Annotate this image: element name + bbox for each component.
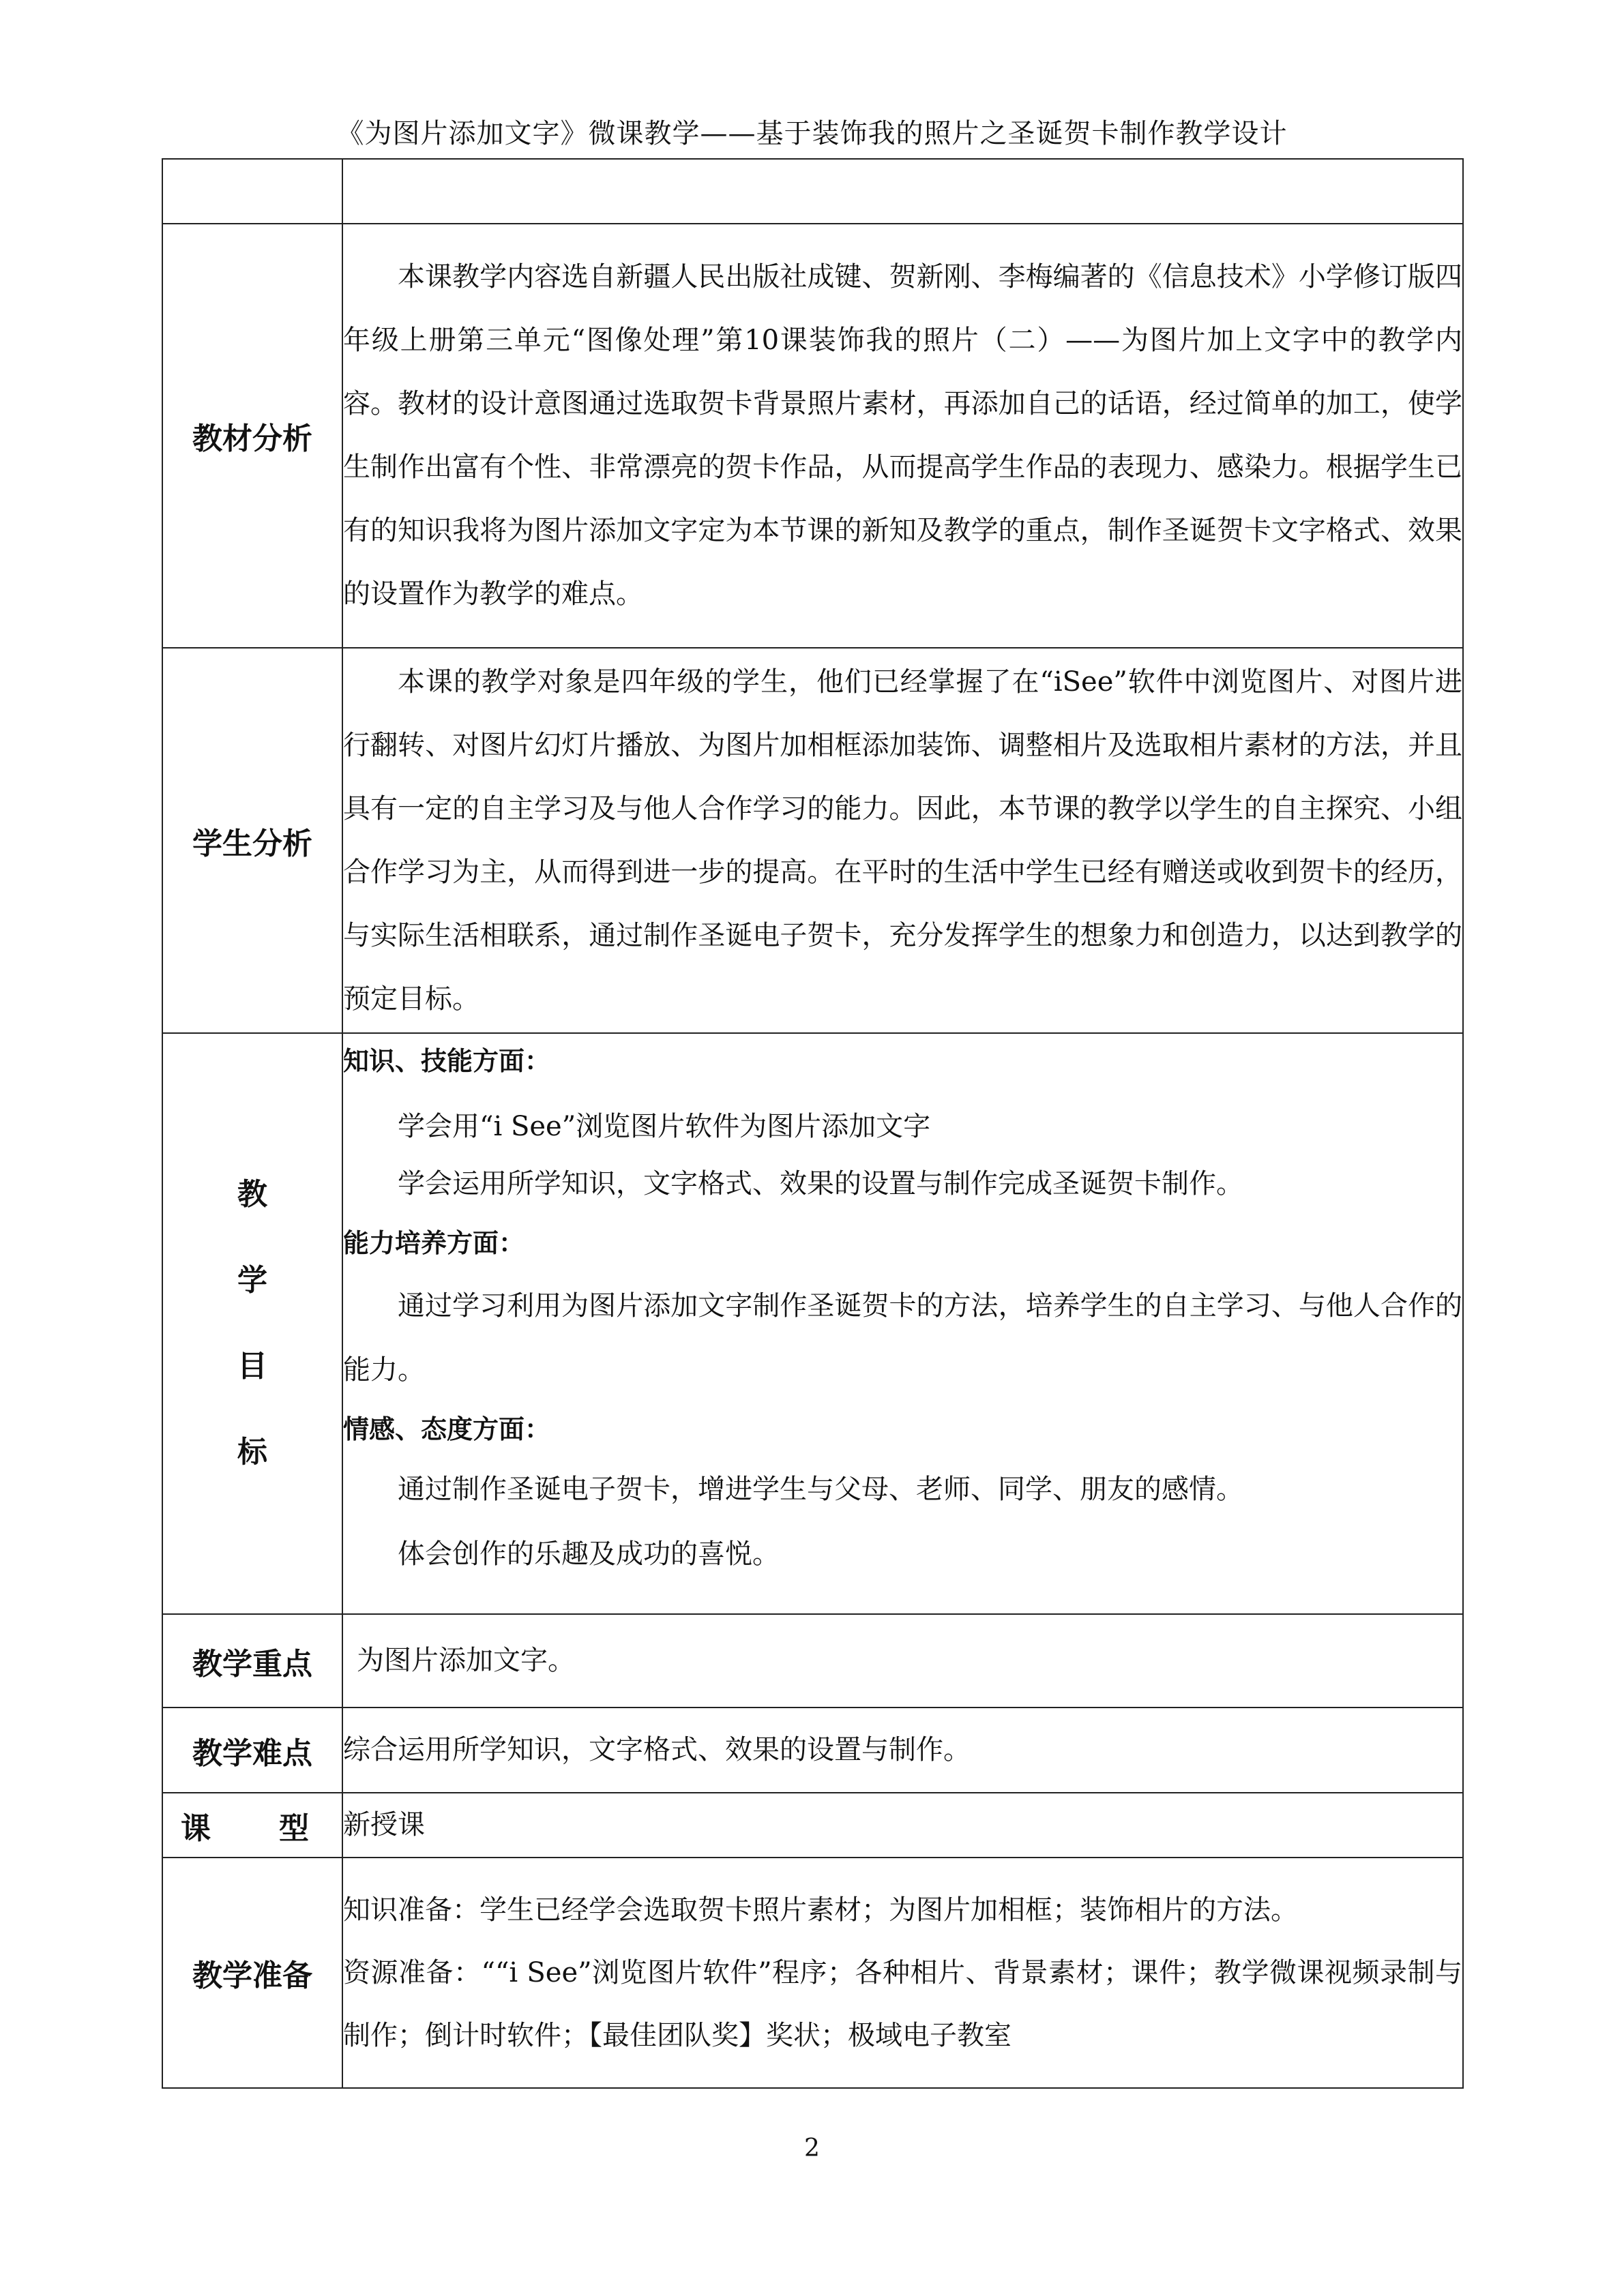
empty-content-cell xyxy=(342,159,1463,224)
emotion-line-2: 体会创作的乐趣及成功的喜悦。 xyxy=(398,1538,780,1570)
table-row-empty xyxy=(162,159,1463,224)
teaching-goals-label xyxy=(162,1033,342,1614)
student-analysis-content xyxy=(342,648,1463,1033)
resource-preparation-text: 资源准备：““i See”浏览图片软件”程序；各种相片、背景素材；课件；教学微课视频录制与制作；倒计时软件；【最佳团队奖】奖状；极域电子教室 xyxy=(343,1957,1462,2051)
lesson-type-label-char: 型 xyxy=(279,1810,309,1846)
page-number: 2 xyxy=(804,2134,820,2162)
ability-text: 通过学习利用为图片添加文字制作圣诞贺卡的方法，培养学生的自主学习、与他人合作的能力。 xyxy=(343,1290,1462,1386)
lesson-type-label-char: 课 xyxy=(181,1810,211,1846)
preparation-label: 教学准备 xyxy=(162,1858,342,2088)
knowledge-line-1: 学会用“i See”浏览图片软件为图片添加文字 xyxy=(398,1111,931,1142)
material-analysis-text: 本课教学内容选自新疆人民出版社成键、贺新刚、李梅编著的《信息技术》小学修订版四年级上册第三单元“图像处理”第10课装饰我的照片（二）——为图片加上文字中的教学内容。教材的设计意图通过选取贺卡背景照片素材，再添加自己的话语，经过简单的加工，使学生制作出富有个性、非常漂亮的贺卡作品，从而提高学生作品的表现力、感染力。根据学生已有的知识我将为图片添加文字定为本节课的新知及教学的重点，制作圣诞贺卡文字格式、效果的设置作为教学的难点。 xyxy=(343,261,1462,610)
lesson-type-label-spread xyxy=(163,1804,342,1847)
key-point-text: 为图片添加文字。 xyxy=(357,1645,575,1676)
teaching-goals-label-stack xyxy=(163,1169,342,1478)
emotion-heading: 情感、态度方面： xyxy=(343,1414,551,1444)
document-title: 《为图片添加文字》微课教学——基于装饰我的照片之圣诞贺卡制作教学设计 xyxy=(336,118,1288,149)
table-row-material-analysis xyxy=(162,224,1463,648)
lesson-type-content xyxy=(342,1793,1463,1858)
lesson-type-label xyxy=(162,1793,342,1858)
ability-heading: 能力培养方面： xyxy=(343,1228,525,1258)
student-analysis-text: 本课的教学对象是四年级的学生，他们已经掌握了在“iSee”软件中浏览图片、对图片进行翻转、对图片幻灯片播放、为图片加相框添加装饰、调整相片及选取相片素材的方法，并且具有一定的自主学习及与他人合作学习的能力。因此，本节课的教学以学生的自主探究、小组合作学习为主，从而得到进一步的提高。在平时的生活中学生已经有赠送或收到贺卡的经历，与实际生活相联系，通过制作圣诞电子贺卡，充分发挥学生的想象力和创造力，以达到教学的预定目标。 xyxy=(343,666,1462,1015)
teaching-goals-label-char: 目 xyxy=(237,1349,267,1384)
difficulty-content xyxy=(342,1708,1463,1793)
lesson-type-text: 新授课 xyxy=(343,1809,425,1840)
teaching-goals-label-char: 标 xyxy=(237,1435,267,1470)
table-row-preparation xyxy=(162,1858,1463,2088)
material-analysis-label: 教材分析 xyxy=(162,224,342,648)
table-row-key-point xyxy=(162,1614,1463,1708)
material-analysis-content xyxy=(342,224,1463,648)
key-point-content xyxy=(342,1614,1463,1708)
difficulty-text: 综合运用所学知识，文字格式、效果的设置与制作。 xyxy=(343,1734,971,1765)
knowledge-line-2: 学会运用所学知识，文字格式、效果的设置与制作完成圣诞贺卡制作。 xyxy=(398,1168,1243,1199)
key-point-label: 教学重点 xyxy=(162,1614,342,1708)
empty-label-cell xyxy=(162,159,342,224)
emotion-line-1: 通过制作圣诞电子贺卡，增进学生与父母、老师、同学、朋友的感情。 xyxy=(398,1474,1243,1505)
difficulty-label: 教学难点 xyxy=(162,1708,342,1793)
preparation-content xyxy=(342,1858,1463,2088)
teaching-goals-content xyxy=(342,1033,1463,1614)
knowledge-skills-heading: 知识、技能方面： xyxy=(343,1046,551,1076)
teaching-goals-label-char: 教 xyxy=(237,1177,267,1212)
table-row-lesson-type xyxy=(162,1793,1463,1858)
table-row-teaching-goals xyxy=(162,1033,1463,1614)
knowledge-preparation-text: 知识准备：学生已经学会选取贺卡照片素材；为图片加相框；装饰相片的方法。 xyxy=(343,1894,1298,1926)
table-row-student-analysis xyxy=(162,648,1463,1033)
table-row-difficulty xyxy=(162,1708,1463,1793)
student-analysis-label: 学生分析 xyxy=(162,648,342,1033)
teaching-goals-label-char: 学 xyxy=(237,1263,267,1298)
lesson-plan-table xyxy=(162,158,1464,2089)
